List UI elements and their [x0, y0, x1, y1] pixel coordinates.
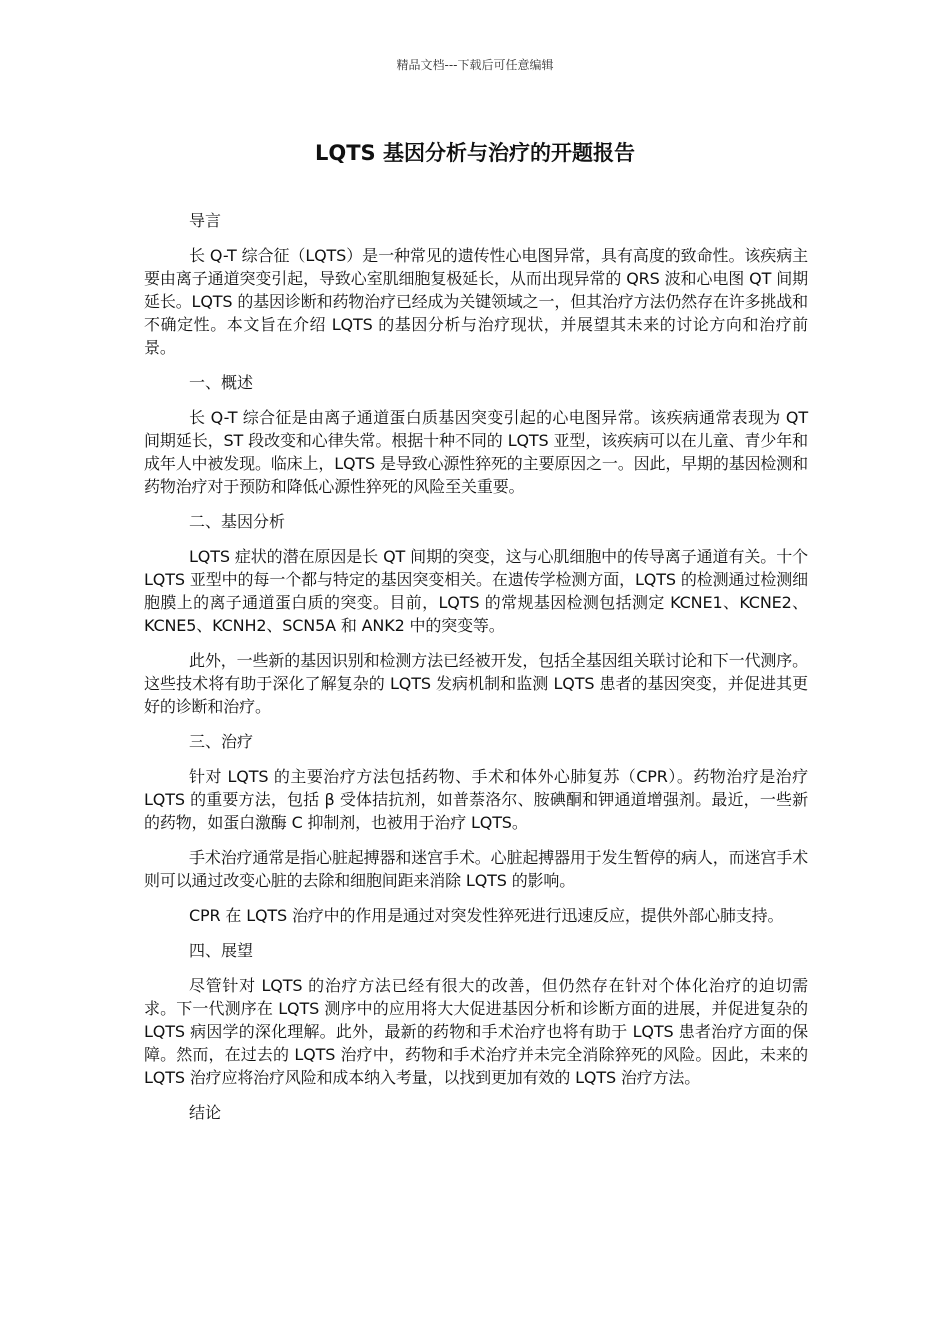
section-heading-treatment: 三、治疗	[189, 732, 254, 751]
section-heading-conclusion: 结论	[189, 1103, 222, 1122]
paragraph-outlook: 尽管针对 LQTS 的治疗方法已经有很大的改善，但仍然存在针对个体化治疗的迫切需求。下一代测序在 LQTS 测序中的应用将大大促进基因分析和诊断方面的进展，并促进复杂的 LQTS 病因学的深化理解。此外，最新的药物和手术治疗也将有助于 LQTS 患者治疗方面的保障。然而，在过去的 LQTS 治疗中，药物和手术治疗并未完全消除猝死的风险。因此，未来的 LQTS 治疗应将治疗风险和成本纳入考量，以找到更加有效的 LQTS 治疗方法。	[144, 976, 808, 1087]
paragraph-treatment-2: 手术治疗通常是指心脏起搏器和迷宫手术。心脏起搏器用于发生暂停的病人，而迷宫手术则可以通过改变心脏的去除和细胞间距来消除 LQTS 的影响。	[144, 848, 808, 890]
section-heading-outlook: 四、展望	[189, 941, 254, 960]
paragraph-treatment-3: CPR 在 LQTS 治疗中的作用是通过对突发性猝死进行迅速反应，提供外部心肺支持。	[189, 906, 784, 925]
document-title: LQTS 基因分析与治疗的开题报告	[315, 141, 635, 165]
paragraph-genetics-1: LQTS 症状的潜在原因是长 QT 间期的突变，这与心肌细胞中的传导离子通道有关。十个 LQTS 亚型中的每一个都与特定的基因突变相关。在遗传学检测方面，LQTS 的检测通过检测细胞膜上的离子通道蛋白质的突变。目前，LQTS 的常规基因检测包括测定 KCNE1、KCNE2、KCNE5、KCNH2、SCN5A 和 ANK2 中的突变等。	[144, 547, 808, 635]
paragraph-intro: 长 Q-T 综合征（LQTS）是一种常见的遗传性心电图异常，具有高度的致命性。该疾病主要由离子通道突变引起，导致心室肌细胞复极延长，从而出现异常的 QRS 波和心电图 QT 间期延长。LQTS 的基因诊断和药物治疗已经成为关键领域之一，但其治疗方法仍然存在许多挑战和不确定性。本文旨在介绍 LQTS 的基因分析与治疗现状，并展望其未来的讨论方向和治疗前景。	[144, 246, 808, 357]
section-heading-overview: 一、概述	[189, 373, 254, 392]
page-header: 精品文档---下载后可任意编辑	[396, 58, 554, 72]
paragraph-overview: 长 Q-T 综合征是由离子通道蛋白质基因突变引起的心电图异常。该疾病通常表现为 QT 间期延长，ST 段改变和心律失常。根据十种不同的 LQTS 亚型，该疾病可以在儿童、青少年和成年人中被发现。临床上，LQTS 是导致心源性猝死的主要原因之一。因此，早期的基因检测和药物治疗对于预防和降低心源性猝死的风险至关重要。	[144, 408, 808, 496]
document-body	[144, 209, 808, 1136]
paragraph-genetics-2: 此外，一些新的基因识别和检测方法已经被开发，包括全基因组关联讨论和下一代测序。这些技术将有助于深化了解复杂的 LQTS 发病机制和监测 LQTS 患者的基因突变，并促进其更好的诊断和治疗。	[144, 651, 808, 716]
section-heading-genetics: 二、基因分析	[189, 512, 286, 531]
paragraph-treatment-1: 针对 LQTS 的主要治疗方法包括药物、手术和体外心肺复苏（CPR）。药物治疗是治疗 LQTS 的重要方法，包括 β 受体拮抗剂，如普萘洛尔、胺碘酮和钾通道增强剂。最近，一些新的药物，如蛋白激酶 C 抑制剂，也被用于治疗 LQTS。	[144, 767, 808, 832]
section-heading-intro: 导言	[189, 211, 222, 230]
